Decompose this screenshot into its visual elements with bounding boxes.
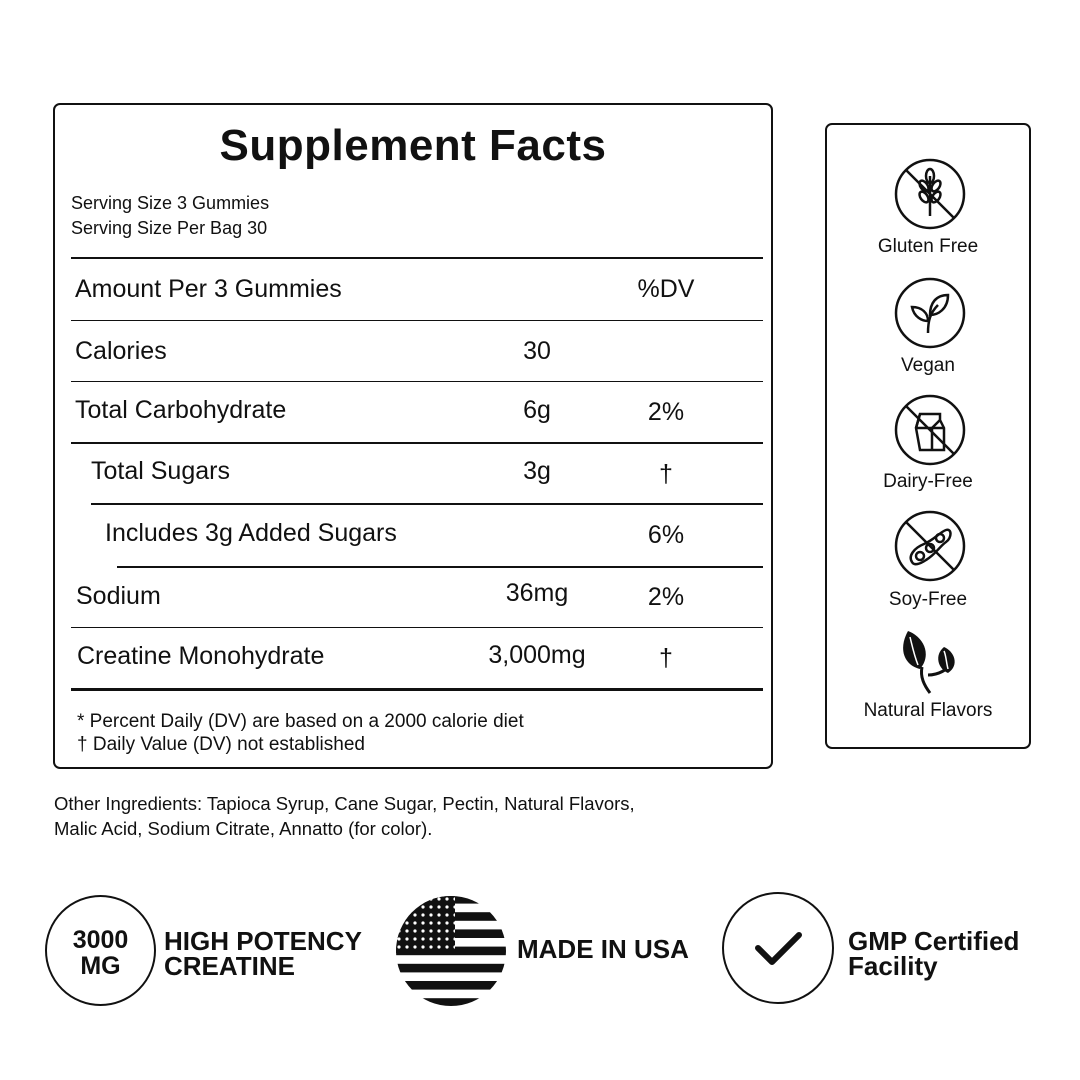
serving-size: Serving Size 3 Gummies	[71, 193, 270, 213]
row-dv: 2%	[647, 398, 685, 426]
row-dv: 2%	[647, 583, 685, 611]
badge-label-soy-free: Soy-Free	[888, 589, 968, 610]
row-amount: 3g	[523, 457, 551, 485]
divider	[71, 257, 763, 259]
footnote-dv: * Percent Daily (DV) are based on a 2000 calorie diet	[77, 711, 524, 732]
usa-flag-icon	[395, 895, 507, 1007]
gmp-line: GMP Certified	[848, 926, 1020, 956]
ingredients-line: Other Ingredients: Tapioca Syrup, Cane Sugar, Pectin, Natural Flavors,	[54, 793, 635, 814]
badge-label-gluten-free: Gluten Free	[877, 236, 979, 257]
row-amount: 3,000mg	[488, 641, 586, 669]
divider	[71, 627, 763, 628]
leaves-icon	[894, 625, 966, 697]
row-name: Calories	[75, 337, 167, 365]
diet-badges-panel	[825, 123, 1031, 749]
divider	[91, 503, 763, 505]
dv-header: %DV	[637, 275, 695, 303]
milk-carton-crossed-icon	[894, 394, 966, 466]
gmp-check-circle	[722, 892, 834, 1004]
amount-header: Amount Per 3 Gummies	[75, 275, 342, 303]
potency-amount: 3000	[72, 926, 129, 954]
potency-circle	[45, 895, 156, 1006]
row-name: Creatine Monohydrate	[77, 642, 325, 670]
row-amount: 6g	[523, 396, 551, 424]
row-dv: †	[659, 460, 673, 488]
checkmark-icon	[724, 894, 832, 1002]
footnote-not-established: † Daily Value (DV) not established	[77, 734, 365, 755]
row-name: Sodium	[76, 582, 161, 610]
row-dv: 6%	[647, 521, 685, 549]
divider	[71, 320, 763, 321]
soybean-crossed-icon	[894, 510, 966, 582]
row-amount: 36mg	[505, 579, 569, 607]
divider	[71, 381, 763, 382]
made-in-usa-label: MADE IN USA	[517, 934, 689, 964]
other-ingredients	[54, 791, 774, 841]
row-name: Total Carbohydrate	[75, 396, 287, 424]
badge-label-vegan: Vegan	[901, 355, 955, 376]
potency-line: HIGH POTENCY	[164, 926, 362, 956]
row-amount: 30	[523, 337, 551, 365]
divider-thick	[71, 688, 763, 691]
potency-unit: MG	[80, 952, 121, 980]
row-name: Includes 3g Added Sugars	[105, 519, 397, 547]
row-name: Total Sugars	[91, 457, 230, 485]
servings-per-bag: Serving Size Per Bag 30	[71, 218, 268, 238]
ingredients-line: Malic Acid, Sodium Citrate, Annatto (for color).	[54, 818, 433, 839]
divider	[117, 566, 763, 568]
potency-line: CREATINE	[164, 951, 295, 981]
facts-title: Supplement Facts	[219, 121, 607, 170]
badge-label-natural-flavors: Natural Flavors	[863, 700, 993, 721]
leaf-icon	[894, 277, 966, 349]
divider	[71, 442, 763, 444]
supplement-facts-panel	[53, 103, 773, 769]
gmp-line: Facility	[848, 951, 938, 981]
wheat-crossed-icon	[894, 158, 966, 230]
badge-label-dairy-free: Dairy-Free	[883, 471, 973, 492]
row-dv: †	[659, 644, 673, 672]
